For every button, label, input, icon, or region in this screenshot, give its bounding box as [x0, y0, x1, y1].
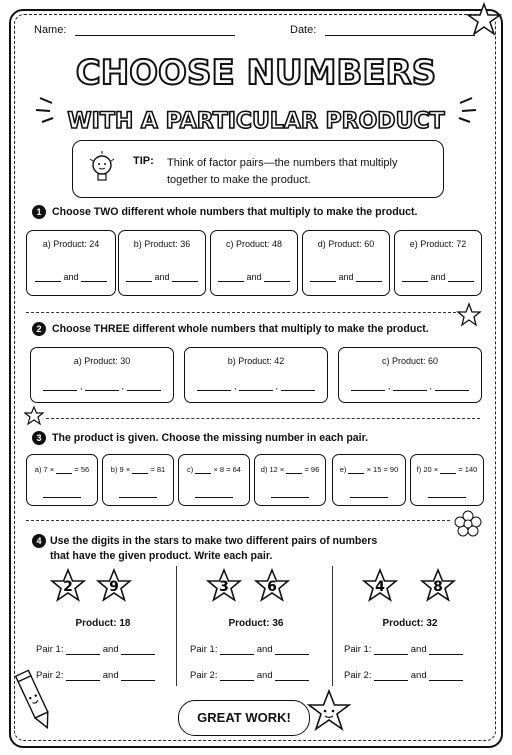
answer-blank[interactable]: [275, 670, 309, 681]
answer-blank[interactable]: [119, 487, 157, 498]
section-4-number: 4: [32, 534, 46, 548]
separator: ,: [233, 381, 237, 391]
joiner: and: [338, 272, 354, 282]
s1-item-label: e) Product: 72: [409, 239, 467, 249]
product-label: Product: 36: [228, 618, 284, 629]
s3-item-b: [102, 454, 174, 506]
answer-blank[interactable]: [172, 271, 198, 282]
s1-item-a: [26, 230, 116, 296]
answer-blank[interactable]: [239, 380, 273, 391]
section-3-number: 3: [32, 431, 46, 445]
pair-row: [344, 644, 463, 655]
worksheet-title: [0, 48, 512, 138]
separator: ,: [387, 381, 391, 391]
s3-post: × 8 = 64: [213, 465, 241, 474]
answer-blank[interactable]: [350, 487, 388, 498]
s1-item-b: [118, 230, 206, 296]
star-face-icon: [456, 302, 482, 328]
s2-item-label: b) Product: 42: [227, 356, 285, 366]
answer-blank[interactable]: [220, 644, 254, 655]
pair-label: Pair 2:: [190, 670, 218, 681]
joiner: and: [154, 272, 170, 282]
joiner: and: [246, 272, 262, 282]
answer-blank[interactable]: [66, 644, 100, 655]
product-label: Product: 18: [75, 618, 131, 629]
answer-blank[interactable]: [56, 465, 72, 474]
s3-post: = 96: [304, 465, 320, 474]
answer-blank[interactable]: [85, 380, 119, 391]
star-digit: 6: [267, 579, 277, 595]
s3-item-f: [410, 454, 484, 506]
tip-text: Think of factor pairs—the numbers that multiply together to make the product.: [167, 157, 398, 186]
great-work-banner: [178, 700, 310, 736]
pair-label: Pair 1:: [344, 644, 372, 655]
answer-blank[interactable]: [66, 670, 100, 681]
separator: ,: [79, 381, 83, 391]
tip-box: [72, 140, 444, 198]
joiner: and: [63, 272, 79, 282]
star-digit: 3: [219, 579, 229, 595]
divider: [26, 520, 450, 521]
product-label: Product: 32: [382, 618, 438, 629]
answer-blank[interactable]: [356, 271, 382, 282]
s3-pre: c): [187, 465, 194, 474]
answer-blank[interactable]: [127, 380, 161, 391]
date-row: [290, 24, 475, 36]
pair-label: Pair 1:: [190, 644, 218, 655]
answer-blank[interactable]: [429, 670, 463, 681]
joiner: and: [256, 644, 273, 655]
divider: [46, 418, 480, 419]
joiner: and: [102, 670, 119, 681]
sparkle-right-icon: [459, 98, 476, 122]
section-2-number: 2: [32, 322, 46, 336]
s1-item-e: [394, 230, 482, 296]
star-digit: 8: [433, 579, 443, 595]
answer-blank[interactable]: [402, 271, 428, 282]
answer-blank[interactable]: [264, 271, 290, 282]
joiner: and: [256, 670, 273, 681]
pair-row: [190, 670, 309, 681]
small-star-icon: [24, 406, 44, 426]
star-digit: 4: [375, 579, 385, 595]
s2-item-b: [184, 347, 328, 403]
pencil-icon: [14, 668, 58, 734]
answer-blank[interactable]: [286, 465, 302, 474]
answer-blank[interactable]: [271, 487, 309, 498]
s3-item-e: [332, 454, 406, 506]
s3-pre: f) 20 ×: [416, 465, 439, 474]
answer-blank[interactable]: [121, 670, 155, 681]
s3-pre: a) 7 ×: [34, 465, 55, 474]
s3-post: × 15 = 90: [366, 465, 399, 474]
s3-pre: d) 12 ×: [260, 465, 285, 474]
tip-label: TIP:: [133, 155, 154, 167]
s2-item-a: [30, 347, 174, 403]
section-4-instruction-1: Use the digits in the stars to make two different pairs of numbers: [50, 535, 378, 547]
answer-blank[interactable]: [81, 271, 107, 282]
s2-item-label: a) Product: 30: [73, 356, 131, 366]
s3-post: = 81: [150, 465, 166, 474]
s2-item-label: c) Product: 60: [381, 356, 439, 366]
answer-blank[interactable]: [35, 271, 61, 282]
answer-blank[interactable]: [348, 465, 364, 474]
s1-item-label: b) Product: 36: [133, 239, 191, 249]
joiner: and: [410, 670, 427, 681]
answer-blank[interactable]: [195, 487, 233, 498]
pair-label: Pair 1:: [36, 644, 64, 655]
answer-blank[interactable]: [220, 670, 254, 681]
name-label: Name:: [34, 24, 67, 36]
s3-post: = 140: [458, 465, 478, 474]
s3-item-a: [26, 454, 98, 506]
great-work-label: GREAT WORK!: [197, 710, 291, 725]
date-label: Date:: [290, 24, 317, 36]
digit-star-icon: [362, 568, 398, 604]
answer-blank[interactable]: [440, 465, 456, 474]
digit-star-icon: [254, 568, 290, 604]
pair-row: [344, 670, 463, 681]
answer-blank[interactable]: [351, 380, 385, 391]
answer-blank[interactable]: [218, 271, 244, 282]
joiner: and: [430, 272, 446, 282]
column-divider: [176, 566, 177, 686]
pair-row: [36, 644, 155, 655]
name-field[interactable]: [75, 35, 235, 36]
answer-blank[interactable]: [310, 271, 336, 282]
title-line2: WITH A PARTICULAR PRODUCT: [67, 109, 445, 134]
answer-blank[interactable]: [197, 380, 231, 391]
name-row: [34, 24, 235, 36]
s3-item-c: [178, 454, 250, 506]
answer-blank[interactable]: [374, 644, 408, 655]
section-3-instruction: The product is given. Choose the missing number in each pair.: [52, 432, 369, 444]
pair-label: Pair 2:: [344, 670, 372, 681]
answer-blank[interactable]: [132, 465, 148, 474]
answer-blank[interactable]: [126, 271, 152, 282]
answer-blank[interactable]: [374, 670, 408, 681]
s1-item-label: d) Product: 60: [317, 239, 375, 249]
lightbulb-icon: [87, 149, 117, 189]
digit-star-icon: [420, 568, 456, 604]
answer-blank[interactable]: [393, 380, 427, 391]
column-divider: [332, 566, 333, 686]
separator: ,: [121, 381, 125, 391]
corner-star-icon: [466, 2, 502, 38]
joiner: and: [410, 644, 427, 655]
s3-pre: e): [339, 465, 347, 474]
answer-blank[interactable]: [195, 465, 211, 474]
separator: ,: [429, 381, 433, 391]
s2-item-c: [338, 347, 482, 403]
answer-blank[interactable]: [435, 380, 469, 391]
star-digit: 9: [109, 579, 119, 595]
s3-pre: b) 9 ×: [110, 465, 131, 474]
section-1-number: 1: [32, 205, 46, 219]
section-2-instruction: Choose THREE different whole numbers that multiply to make the product.: [52, 323, 429, 335]
star-digit: 2: [63, 579, 73, 595]
answer-blank[interactable]: [275, 644, 309, 655]
s1-item-c: [210, 230, 298, 296]
answer-blank[interactable]: [448, 271, 474, 282]
answer-blank[interactable]: [429, 644, 463, 655]
answer-blank[interactable]: [43, 380, 77, 391]
section-4-instruction-2: that have the given product. Write each pair.: [50, 550, 273, 562]
s1-item-label: c) Product: 48: [225, 239, 283, 249]
flower-icon: [454, 510, 482, 538]
pair-row: [190, 644, 309, 655]
digit-star-icon: [50, 568, 86, 604]
section-1-instruction: Choose TWO different whole numbers that multiply to make the product.: [52, 206, 418, 218]
s1-item-d: [302, 230, 390, 296]
answer-blank[interactable]: [281, 380, 315, 391]
title-line1: CHOOSE NUMBERS: [75, 53, 437, 93]
divider: [26, 312, 456, 313]
s3-item-d: [254, 454, 326, 506]
answer-blank[interactable]: [428, 487, 466, 498]
joiner: and: [102, 644, 119, 655]
digit-star-icon: [206, 568, 242, 604]
pair-label: Pair 2:: [36, 670, 64, 681]
separator: ,: [275, 381, 279, 391]
sparkle-left-icon: [36, 98, 53, 122]
s1-item-label: a) Product: 24: [42, 239, 100, 249]
date-field[interactable]: [325, 35, 475, 36]
s3-post: = 56: [74, 465, 90, 474]
digit-star-icon: [96, 568, 132, 604]
answer-blank[interactable]: [43, 487, 81, 498]
smiling-star-icon: [306, 688, 352, 734]
answer-blank[interactable]: [121, 644, 155, 655]
